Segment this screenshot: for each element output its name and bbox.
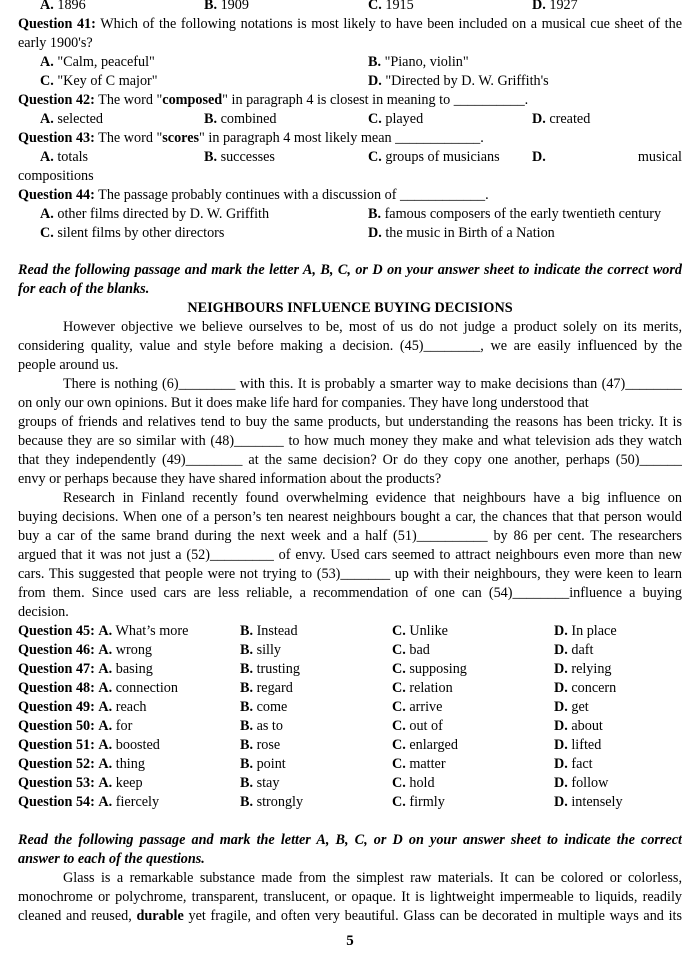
option-c: hold [409,775,435,791]
q44-options-cd: C. silent films by other directors D. the music in Birth of a Nation [40,225,555,241]
question-label: Question 51: [18,737,95,753]
q41-options-ab: A. "Calm, peaceful" B. "Piano, violin" [40,54,469,70]
q44-option-d: the music in Birth of a Nation [385,225,555,241]
passage-line: because they are so similar with (48)_______ to how much money they make and what television ads they watch [18,433,682,449]
q42-option-c: played [385,111,424,127]
option-d: intensely [571,794,623,810]
question-label: Question 45: [18,623,95,639]
q44-options-ab: A. other films directed by D. W. Griffith B. famous composers of the early twentieth century [40,206,662,222]
passage-line: groups of friends and relatives tend to buy the same products, but understanding the reasons has been tricky. It is [18,414,682,430]
instruction-cloze: Read the following passage and mark the letter A, B, C, or D on your answer sheet to indicate the correct word [18,262,682,278]
option-a: connection [115,680,178,696]
q41-options-cd: C. "Key of C major" D. "Directed by D. W. Griffith's [40,73,549,89]
passage-line: buying decisions. When one of a person’s ten nearest neighbours bought a car, the chances that that person would [18,509,682,525]
question-label: Question 47: [18,661,95,677]
q40-option-a: 1896 [57,0,86,13]
option-d: follow [571,775,609,791]
option-c: out of [409,718,443,734]
q44-option-b: famous composers of the early twentieth century [384,206,662,222]
option-a: for [115,718,133,734]
question-label: Question 52: [18,756,95,772]
question-label: Question 48: [18,680,95,696]
option-d: fact [571,756,593,772]
option-b: rose [256,737,281,753]
question-row: Question 50: A. for B. as to C. out of D. about [18,718,603,734]
question-label: Question 54: [18,794,95,810]
option-c: bad [409,642,430,658]
question-label: Question 46: [18,642,95,658]
q41-option-a: "Calm, peaceful" [57,54,155,70]
option-b: come [256,699,288,715]
option-b: strongly [256,794,304,810]
option-c: Unlike [409,623,448,639]
option-c: firmly [409,794,445,810]
passage-line: buy a car of the same brand during the next week and a half (51)__________ by 86 per cent. The researchers [18,528,682,544]
question-label: Question 53: [18,775,95,791]
q41-option-d: "Directed by D. W. Griffith's [385,73,549,89]
glass-passage-line: monochrome or polychrome, transparent, translucent, or opaque. It is lightweight impermeable to liquids, readily [18,889,682,905]
exam-page [18,0,682,926]
option-c: arrive [409,699,443,715]
passage-title: NEIGHBOURS INFLUENCE BUYING DECISIONS [187,300,513,316]
passage-line: people around us. [18,357,119,373]
question-row: Question 48: A. connection B. regard C. relation D. concern [18,680,617,696]
passage-line: that they independently (49)________ at the same decision? Or do they copy one another, perhaps (50)______ [18,452,682,468]
q44-option-a: other films directed by D. W. Griffith [57,206,270,222]
q44-stem: Question 44: The passage probably continues with a discussion of ____________. [18,187,489,203]
passage-line: decision. [18,604,69,620]
option-b: regard [256,680,293,696]
question-row: Question 54: A. fiercely B. strongly C. firmly D. intensely [18,794,623,810]
option-d: relying [571,661,612,677]
instruction-reading-cont: answer to each of the questions. [18,851,205,867]
option-a: thing [115,756,145,772]
instruction-cloze-cont: for each of the blanks. [18,281,150,297]
question-label: Question 49: [18,699,95,715]
option-d: get [571,699,589,715]
option-c: enlarged [409,737,458,753]
option-c: matter [409,756,446,772]
option-a: What’s more [115,623,189,639]
q43-option-c: groups of musicians [385,149,500,165]
q44-option-c: silent films by other directors [57,225,225,241]
passage-line: from them. Since used cars are less reliable, a recommendation of one can (54)________influence a buying [18,585,682,601]
option-a: reach [115,699,147,715]
option-b: stay [256,775,280,791]
option-c: supposing [409,661,467,677]
option-a: boosted [115,737,160,753]
question-row: Question 47: A. basing B. trusting C. supposing D. relying [18,661,612,677]
q41-option-b: "Piano, violin" [384,54,469,70]
q41-option-c: "Key of C major" [57,73,158,89]
option-c: relation [409,680,453,696]
q43-stem: Question 43: The word "scores" in paragraph 4 most likely mean ____________. [18,130,484,146]
q40-option-b: 1909 [220,0,249,13]
question-row: Question 51: A. boosted B. rose C. enlarged D. lifted [18,737,602,753]
option-b: point [256,756,286,772]
glass-passage-line: Glass is a remarkable substance made from the simplest raw materials. It can be colored or colorless, [63,870,682,886]
option-a: wrong [115,642,153,658]
passage-line: Research in Finland recently found overwhelming evidence that neighbours have a big influence on [63,490,682,506]
page-number: 5 [346,933,354,949]
q40-option-d: 1927 [549,0,578,13]
option-b: Instead [256,623,298,639]
question-row: Question 53: A. keep B. stay C. hold D. follow [18,775,609,791]
passage-line: cars. This suggested that people were not trying to (53)_______ up with their neighbours, they were keen to learn [18,566,682,582]
question-row: Question 46: A. wrong B. silly C. bad D. daft [18,642,594,658]
passage-line: considering quality, value and style before making a decision. (45)________, we are easily influenced by the [18,338,682,354]
q41-stem: Question 41: Which of the following notations is most likely to have been included on a musical cue sheet of the [18,16,682,32]
option-d: In place [571,623,617,639]
option-d: lifted [571,737,602,753]
passage-line: However objective we believe ourselves to be, most of us do not judge a product solely on its merits, [63,319,682,335]
passage-line: envy or perhaps because they have shared information about the products? [18,471,442,487]
option-d: concern [571,680,617,696]
option-d: about [571,718,603,734]
q42-stem: Question 42: The word "composed" in paragraph 4 is closest in meaning to __________. [18,92,529,108]
question-row: Question 45: A. What’s more B. Instead C. Unlike D. In place [18,623,617,639]
glass-passage-line: cleaned and reused, durable yet fragile, and often very beautiful. Glass can be decorated in multiple ways and its [18,908,682,924]
passage-line: There is nothing (6)________ with this. It is probably a smarter way to make decisions than (47)________ [63,376,682,392]
question-label: Question 50: [18,718,95,734]
instruction-reading: Read the following passage and mark the letter A, B, C, or D on your answer sheet to indicate the correct [18,832,682,848]
passage-body [18,318,682,622]
q42-option-b: combined [220,111,277,127]
q41-stem-cont: early 1900's? [18,35,93,51]
q42-option-d: created [549,111,591,127]
q43-option-a: totals [57,149,89,165]
option-b: trusting [256,661,300,677]
option-b: as to [256,718,283,734]
passage-line: argued that it was not just a (52)_________ of envy. Used cars seemed to attract neighbours even more than new [18,547,682,563]
option-a: basing [115,661,153,677]
q40-option-c: 1915 [385,0,414,13]
passage-line: on only our own opinions. But it does make life hard for companies. They have long understood that [18,395,589,411]
q40-options: A. 1896 B. 1909 C. 1915 D. 1927 [18,0,682,15]
cloze-questions [18,622,682,812]
option-b: silly [256,642,282,658]
question-row: Question 49: A. reach B. come C. arrive D. get [18,699,589,715]
q43-option-d-cont: compositions [18,168,94,184]
option-d: daft [571,642,594,658]
q42-option-a: selected [57,111,104,127]
option-a: keep [115,775,143,791]
q42-options: A. selected B. combined C. played D. created [40,111,591,127]
q43-option-b: successes [220,149,275,165]
q43-options: A. totals B. successes C. groups of musicians D. musical [40,149,682,165]
q43-option-d: musical [637,149,682,165]
option-a: fiercely [115,794,160,810]
question-row: Question 52: A. thing B. point C. matter D. fact [18,756,593,772]
